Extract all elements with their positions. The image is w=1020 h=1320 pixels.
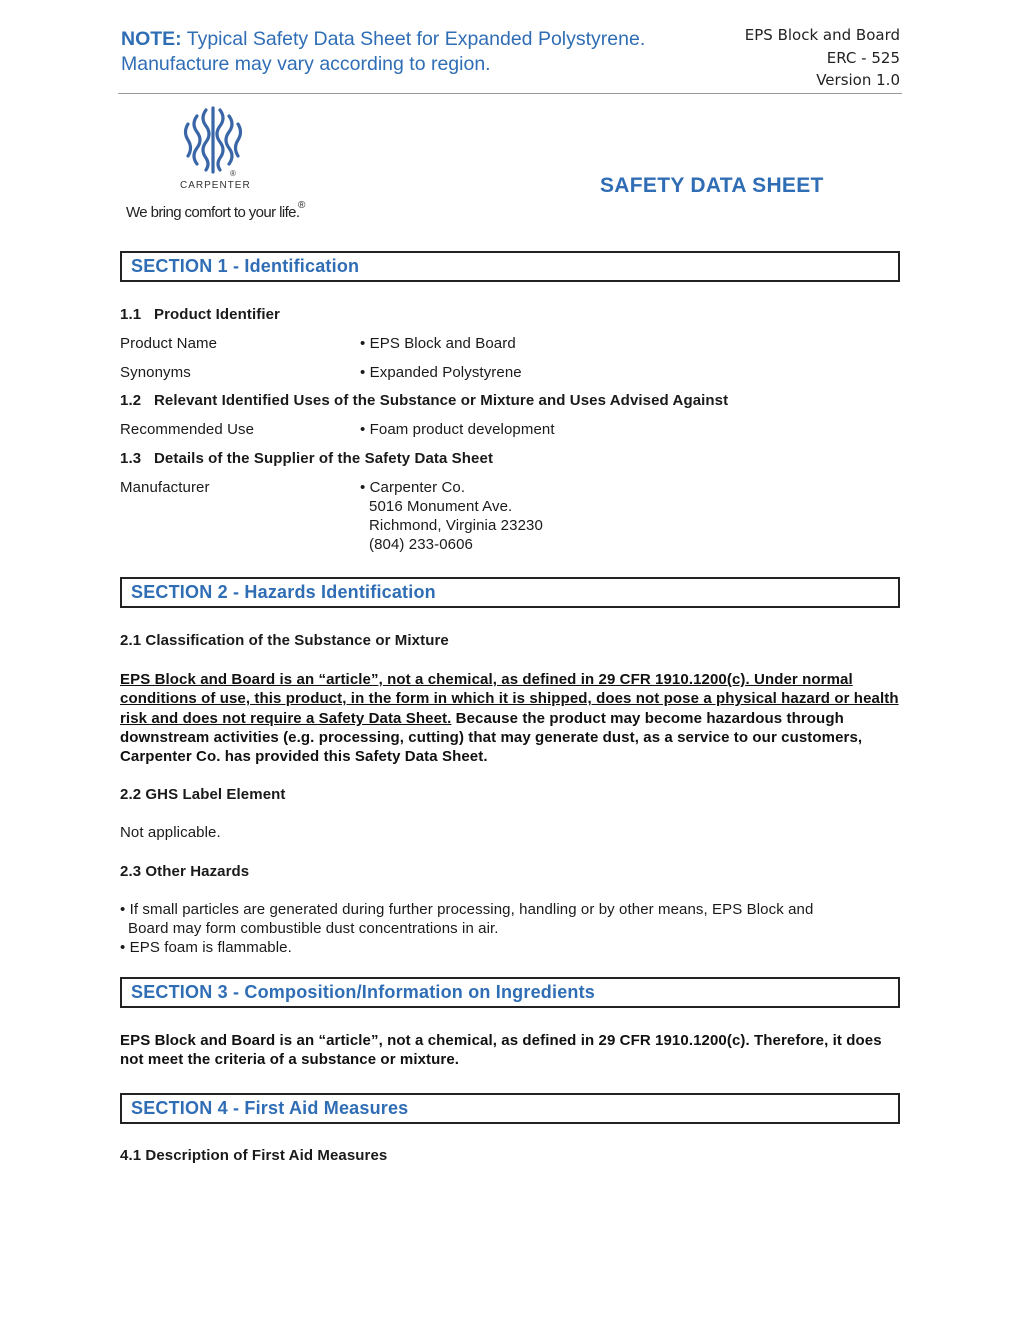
subsection-1-3-label: Details of the Supplier of the Safety Data Sheet [154, 450, 494, 467]
classification-underlined-text: EPS Block and Board is an “article”, not a chemical, as defined in 29 CFR 1910.1200(c). Under normal conditions of use, this product, in the form in which it is shipped, does not pose a physical hazard or health risk and does not require a Safety Data Sheet. [120, 671, 899, 727]
carpenter-logo [122, 104, 322, 230]
manufacturer-city: Richmond, Virginia 23230 [369, 517, 543, 534]
subsection-1-2-label: Relevant Identified Uses of the Substance or Mixture and Uses Advised Against [154, 392, 729, 409]
document-name: EPS Block and Board [744, 26, 900, 44]
product-name-value: • EPS Block and Board [360, 335, 516, 352]
tagline-registered-mark: ® [298, 200, 306, 211]
subsection-1-2-title [120, 391, 728, 410]
manufacturer-phone: (804) 233-0606 [369, 536, 473, 553]
note-text: Typical Safety Data Sheet for Expanded Polystyrene. Manufacture may vary according to region. [121, 28, 646, 75]
logo-registered-mark: ® [230, 169, 236, 178]
header-note [121, 27, 681, 77]
note-label: NOTE: [121, 28, 182, 50]
synonyms-label: Synonyms [120, 364, 191, 381]
product-name-label: Product Name [120, 335, 218, 352]
logo-tagline: We bring comfort to your life. [126, 204, 300, 221]
subsection-2-3-title: 2.3 Other Hazards [120, 863, 250, 880]
composition-paragraph: EPS Block and Board is an “article”, not a chemical, as defined in 29 CFR 1910.1200(c). Therefore, it does not meet the criteria of a substance or mixture. [120, 1032, 882, 1069]
manufacturer-name: • Carpenter Co. [360, 479, 466, 496]
document-info [745, 24, 900, 92]
classification-rest-text: Because the product may become hazardous through downstream activities (e.g. processing, cutting) that may generate dust, as a service to our customers, Carpenter Co. has provided this Safety Data Sheet. [120, 709, 863, 766]
manufacturer-label: Manufacturer [120, 479, 210, 496]
hazard-bullet-1-line-1: • If small particles are generated during further processing, handling or by other means, EPS Block and [120, 901, 814, 918]
synonyms-value: • Expanded Polystyrene [360, 364, 522, 381]
section-4-header [120, 1093, 900, 1124]
recommended-use-value: • Foam product development [360, 421, 555, 438]
subsection-2-2-title: 2.2 GHS Label Element [120, 786, 286, 803]
section-2-header [120, 577, 900, 608]
section-2-heading: SECTION 2 - Hazards Identification [131, 582, 436, 602]
manufacturer-street: 5016 Monument Ave. [369, 498, 513, 515]
subsection-4-1-title: 4.1 Description of First Aid Measures [120, 1147, 388, 1164]
ghs-label-text: Not applicable. [120, 824, 221, 841]
subsection-1-1-number: 1.1 [120, 306, 142, 323]
hazard-bullet-2: • EPS foam is flammable. [120, 939, 292, 956]
subsection-1-3-number: 1.3 [120, 450, 142, 467]
section-3-heading: SECTION 3 - Composition/Information on Ingredients [131, 982, 595, 1002]
document-version: Version 1.0 [816, 71, 900, 89]
header-divider [118, 93, 902, 94]
hazard-bullet-1-line-2: Board may form combustible dust concentrations in air. [128, 920, 499, 937]
section-3-header [120, 977, 900, 1008]
subsection-1-3-title [120, 449, 493, 468]
document-title: SAFETY DATA SHEET [600, 174, 824, 197]
subsection-1-2-number: 1.2 [120, 392, 142, 409]
document-code: ERC - 525 [826, 48, 900, 67]
section-4-heading: SECTION 4 - First Aid Measures [131, 1098, 409, 1118]
subsection-1-1-title [120, 305, 280, 324]
subsection-2-1-title: 2.1 Classification of the Substance or Mixture [120, 632, 449, 649]
section-1-header [120, 251, 900, 282]
recommended-use-label: Recommended Use [120, 421, 255, 438]
section-1-heading: SECTION 1 - Identification [131, 256, 360, 276]
classification-paragraph [120, 670, 902, 766]
carpenter-logo-icon [178, 104, 248, 176]
logo-brand-name: CARPENTER [180, 180, 251, 191]
subsection-1-1-label: Product Identifier [154, 306, 280, 323]
